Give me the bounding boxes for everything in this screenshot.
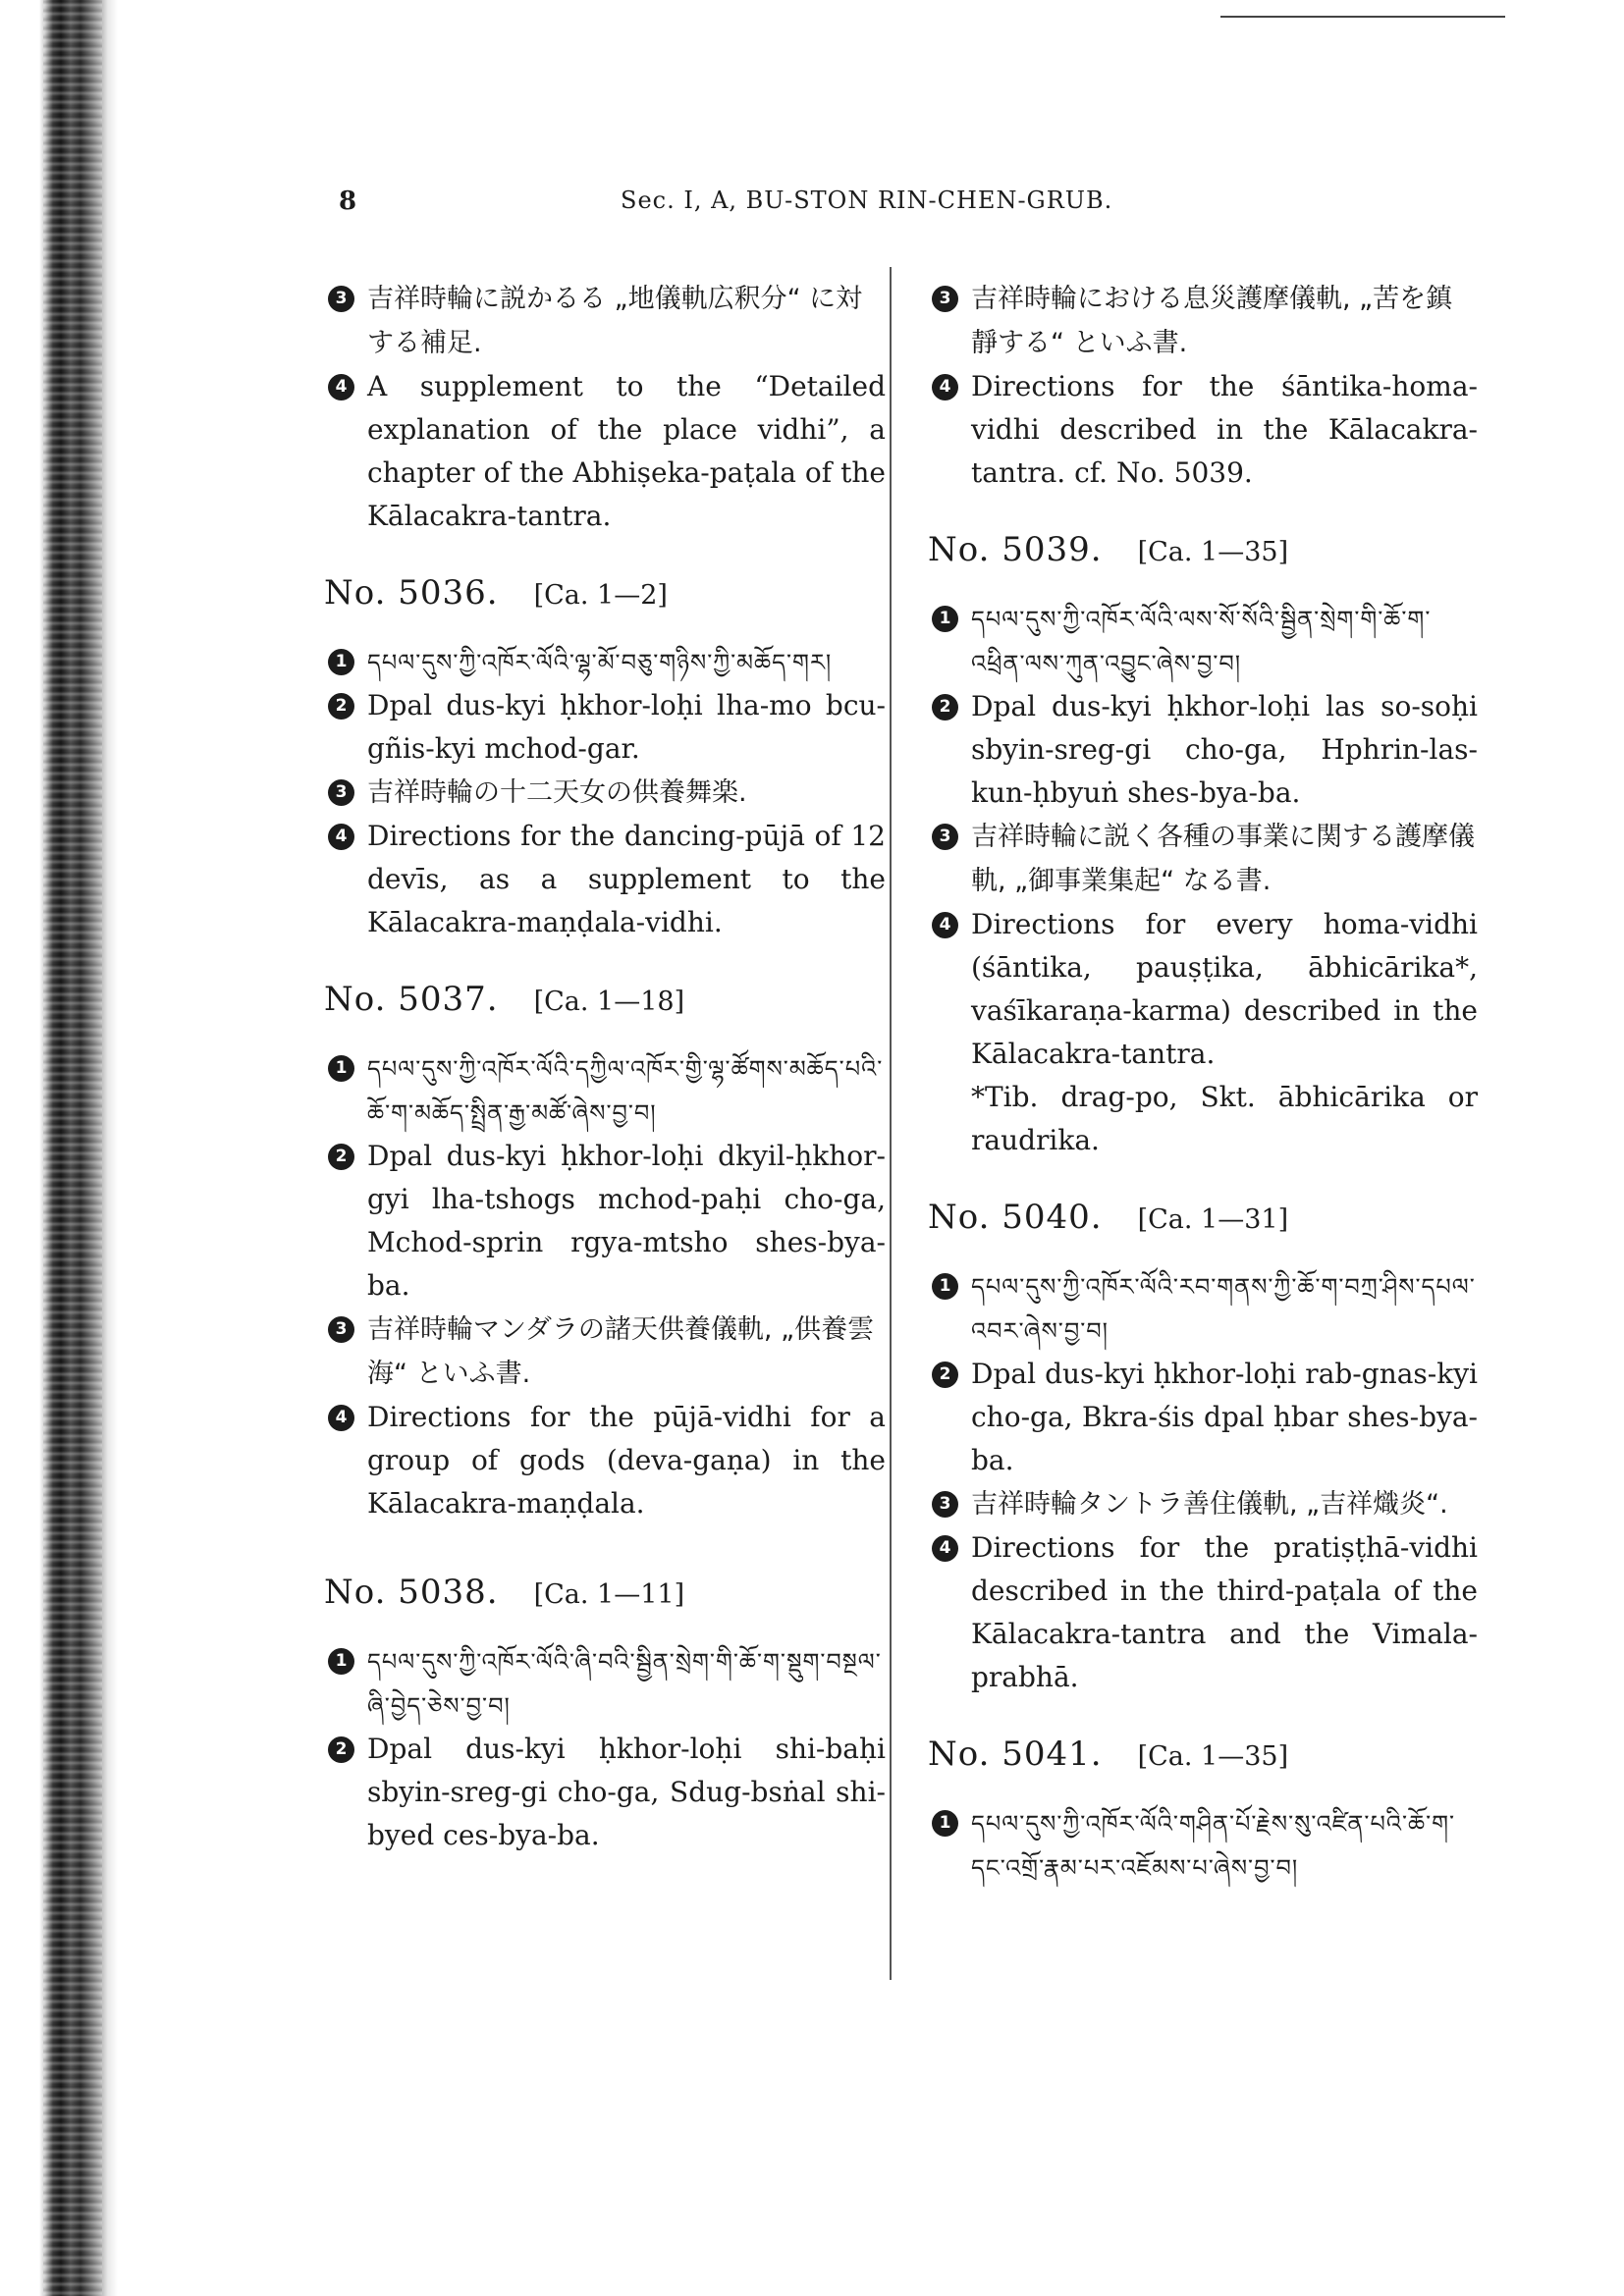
column-divider <box>890 267 892 1980</box>
entry-5039-footnote: *Tib. drag-po, Skt. ābhicārika or raudrika. <box>971 1081 1478 1156</box>
circled-number-2: 2 <box>932 1362 958 1388</box>
entry-5037-transliteration <box>324 1135 886 1308</box>
circled-number-1: 1 <box>328 1648 354 1675</box>
entry-5038-heading <box>324 1573 886 1612</box>
entry-5037-japanese <box>324 1308 886 1396</box>
circled-number-2: 2 <box>328 1736 354 1763</box>
continued-item-3 <box>324 277 886 365</box>
transliteration: Dpal dus-kyi ḥkhor-loḥi lha-mo bcu-gñis-kyi mchod-gar. <box>367 689 886 765</box>
entry-5038-tibetan <box>324 1639 886 1728</box>
continued-item-4 <box>324 365 886 538</box>
entry-number: No. 5038. <box>324 1573 499 1612</box>
circled-number-4: 4 <box>932 912 958 938</box>
top-rule <box>1220 16 1505 18</box>
english-description: Directions for the śāntika-homa-vidhi described in the Kālacakra-tantra. cf. No. 5039. <box>971 370 1478 489</box>
entry-5040-heading <box>928 1198 1478 1237</box>
entry-5036-heading <box>324 573 886 613</box>
book-spine-shadow <box>0 0 118 2296</box>
circled-number-3: 3 <box>932 824 958 850</box>
entry-5039-japanese <box>928 815 1478 903</box>
circled-number-3: 3 <box>328 779 354 806</box>
entry-reference: [Ca. 1—31] <box>1137 1204 1289 1235</box>
continued-item-3 <box>928 277 1478 365</box>
running-head: Sec. I, A, BU-STON RIN-CHEN-GRUB. <box>621 187 1113 214</box>
circled-number-4: 4 <box>932 374 958 400</box>
circled-number-2: 2 <box>932 694 958 721</box>
english-description: Directions for the dancing-pūjā of 12 devīs, as a supplement to the Kālacakra-maṇḍala-vidhi. <box>367 820 886 938</box>
entry-5040-english <box>928 1526 1478 1699</box>
entry-5037-tibetan <box>324 1046 886 1135</box>
circled-number-2: 2 <box>328 693 354 720</box>
circled-number-3: 3 <box>328 1316 354 1343</box>
page-number: 8 <box>339 187 357 216</box>
japanese-title: 吉祥時輪における息災護摩儀軌, „苦を鎮靜する“ といふ書. <box>971 284 1453 358</box>
transliteration: Dpal dus-kyi ḥkhor-loḥi shi-baḥi sbyin-sreg-gi cho-ga, Sdug-bsṅal shi-byed ces-bya-ba. <box>367 1733 886 1851</box>
entry-reference: [Ca. 1—35] <box>1137 1741 1289 1772</box>
transliteration: Dpal dus-kyi ḥkhor-loḥi rab-gnas-kyi cho-ga, Bkra-śis dpal ḥbar shes-bya-ba. <box>971 1358 1478 1476</box>
circled-number-3: 3 <box>932 1491 958 1518</box>
circled-number-1: 1 <box>328 1055 354 1082</box>
entry-number: No. 5037. <box>324 980 499 1019</box>
entry-5037-english <box>324 1396 886 1525</box>
entry-number: No. 5040. <box>928 1198 1103 1237</box>
tibetan-title: དཔལ་དུས་ཀྱི་འཁོར་ལོའི་གཤིན་པོ་རྗེས་སུ་འཛིན་པའི་ཆོ་ག་དང་འགྲོ་རྣམ་པར་འཇོམས་པ་ཞེས་བྱ་བ། <box>971 1810 1456 1882</box>
circled-number-3: 3 <box>328 286 354 312</box>
continued-item-4 <box>928 365 1478 495</box>
left-column <box>324 277 886 1857</box>
tibetan-title: དཔལ་དུས་ཀྱི་འཁོར་ལོའི་ལྷ་མོ་བཅུ་གཉིས་ཀྱི་མཆོད་གར། <box>367 649 833 676</box>
transliteration: Dpal dus-kyi ḥkhor-loḥi dkyil-ḥkhor-gyi lha-tshogs mchod-paḥi cho-ga, Mchod-sprin rgya-mtsho shes-bya-ba. <box>367 1140 886 1302</box>
circled-number-3: 3 <box>932 286 958 312</box>
tibetan-title: དཔལ་དུས་ཀྱི་འཁོར་ལོའི་རབ་གནས་ཀྱི་ཆོ་ག་བཀྲ་ཤིས་དཔལ་འབར་ཞེས་བྱ་བ། <box>971 1273 1476 1345</box>
entry-5036-tibetan <box>324 640 886 684</box>
circled-number-2: 2 <box>328 1144 354 1170</box>
english-description: Directions for the pratiṣṭhā-vidhi described in the third-paṭala of the Kālacakra-tantra and the Vimala-prabhā. <box>971 1531 1478 1693</box>
entry-5040-transliteration <box>928 1353 1478 1482</box>
entry-number: No. 5036. <box>324 573 499 613</box>
entry-5039-tibetan <box>928 597 1478 685</box>
circled-number-1: 1 <box>328 649 354 675</box>
entry-reference: [Ca. 1—18] <box>533 987 685 1017</box>
entry-5036-transliteration <box>324 684 886 771</box>
tibetan-title: དཔལ་དུས་ཀྱི་འཁོར་ལོའི་ཞི་བའི་སྦྱིན་སྲེག་གི་ཆོ་ག་སྡུག་བསྔལ་ཞི་བྱེད་ཅེས་བྱ་བ། <box>367 1648 882 1720</box>
japanese-title: 吉祥時輪に説く各種の事業に関する護摩儀軌, „御事業集起“ なる書. <box>971 822 1475 896</box>
english-description: Directions for the pūjā-vidhi for a group of gods (deva-gaṇa) in the Kālacakra-maṇḍala. <box>367 1401 886 1520</box>
english-description: Directions for every homa-vidhi (śāntika, pauṣṭika, ābhicārika*, vaśīkaraṇa-karma) described in the Kālacakra-tantra. <box>971 908 1478 1070</box>
entry-number: No. 5041. <box>928 1735 1103 1774</box>
circled-number-4: 4 <box>328 824 354 850</box>
japanese-title: 吉祥時輪マンダラの諸天供養儀軌, „供養雲海“ といふ書. <box>367 1314 875 1389</box>
entry-reference: [Ca. 1—11] <box>533 1579 685 1610</box>
circled-number-4: 4 <box>328 374 354 400</box>
entry-number: No. 5039. <box>928 530 1103 569</box>
english-description: A supplement to the “Detailed explanation of the place vidhi”, a chapter of the Abhiṣeka-paṭala of the Kālacakra-tantra. <box>367 370 886 532</box>
entry-5039-transliteration <box>928 685 1478 815</box>
entry-5039-heading <box>928 530 1478 569</box>
right-column <box>928 277 1478 1890</box>
circled-number-4: 4 <box>328 1405 354 1431</box>
entry-5038-transliteration <box>324 1728 886 1857</box>
entry-5036-english <box>324 815 886 944</box>
tibetan-title: དཔལ་དུས་ཀྱི་འཁོར་ལོའི་ལས་སོ་སོའི་སྦྱིན་སྲེག་གི་ཆོ་ག་འཕྲིན་ལས་ཀུན་འབྱུང་ཞེས་བྱ་བ། <box>971 606 1432 677</box>
entry-5041-tibetan <box>928 1801 1478 1890</box>
entry-5041-heading <box>928 1735 1478 1774</box>
circled-number-1: 1 <box>932 1810 958 1837</box>
circled-number-1: 1 <box>932 606 958 632</box>
japanese-title: 吉祥時輪に説かるる „地儀軌広釈分“ に対する補足. <box>367 284 863 358</box>
japanese-title: 吉祥時輪の十二天女の供養舞楽. <box>367 777 747 808</box>
entry-5039-english <box>928 903 1478 1076</box>
transliteration: Dpal dus-kyi ḥkhor-loḥi las so-soḥi sbyin-sreg-gi cho-ga, Hphrin-las-kun-ḥbyuṅ shes-bya-ba. <box>971 690 1478 809</box>
entry-5040-japanese <box>928 1482 1478 1526</box>
entry-reference: [Ca. 1—35] <box>1137 537 1289 567</box>
entry-reference: [Ca. 1—2] <box>533 580 668 611</box>
japanese-title: 吉祥時輪タントラ善住儀軌, „吉祥熾炎“. <box>971 1489 1448 1520</box>
tibetan-title: དཔལ་དུས་ཀྱི་འཁོར་ལོའི་དཀྱིལ་འཁོར་གྱི་ལྷ་ཚོགས་མཆོད་པའི་ཆོ་ག་མཆོད་སྤྲིན་རྒྱ་མཚོ་ཞེས་བྱ་བ། <box>367 1055 884 1127</box>
entry-5040-tibetan <box>928 1264 1478 1353</box>
circled-number-1: 1 <box>932 1273 958 1300</box>
entry-5036-japanese <box>324 771 886 815</box>
circled-number-4: 4 <box>932 1535 958 1562</box>
entry-5037-heading <box>324 980 886 1019</box>
